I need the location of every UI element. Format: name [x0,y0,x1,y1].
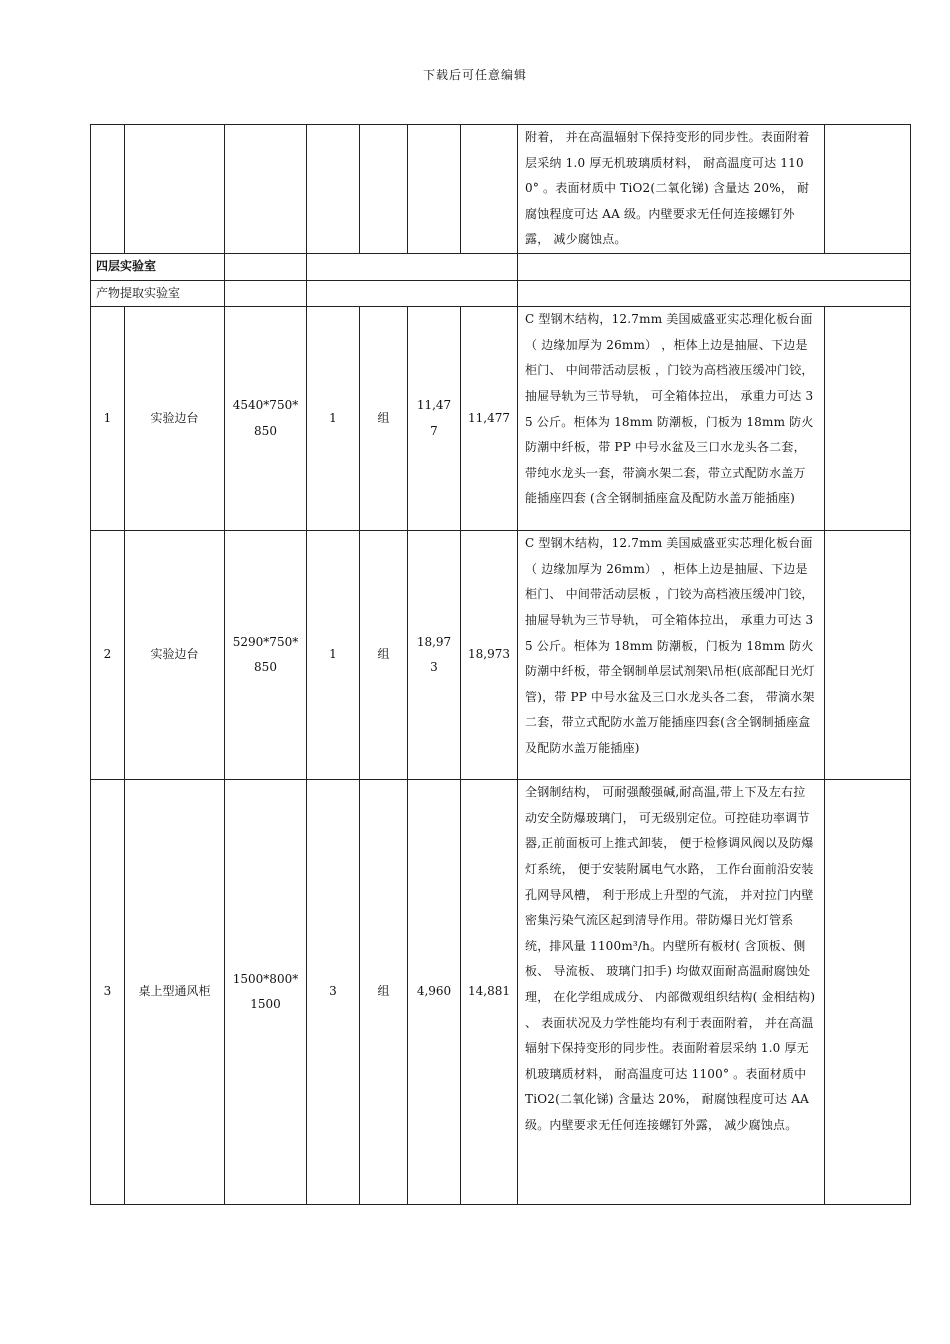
total-cell [461,307,518,531]
unit-cell: 组 [360,307,408,531]
qty-cell: 3 [307,780,360,1205]
index-cell: 2 [91,531,125,780]
qty-cell [307,125,360,254]
unit-price-cell [408,307,461,531]
subsection-row [91,280,911,307]
index-cell [91,125,125,254]
unit-cell [360,125,408,254]
total-cell [461,125,518,254]
unit-price-text: 11,477 [416,398,452,438]
spec-cell [225,125,307,254]
total-cell [461,780,518,1205]
table-row [91,307,911,531]
merged-cell [518,280,911,307]
subsection-title: 产物提取实验室 [91,280,225,307]
section-row [91,253,911,280]
total-text: 11,477 [468,410,510,425]
remark-cell [825,307,911,531]
description-cell: C 型钢木结构，12.7mm 美国威盛亚实芯理化板台面（ 边缘加厚为 26mm） ，柜体上边是抽屉、下边是柜门、 中间带活动层板 ，门铰为高档液压缓冲门铰， 抽屉导轨为三节导轨， 可全箱体拉出， 承重力可达 35 公斤。柜体为 18mm 防潮板，门板为 18mm 防火防潮中纤板，带全钢制单层试剂架\吊柜(底部配日光灯管)，带 PP 中号水盆及三口水龙头各二套， 带滴水架二套，带立式配防水盖万能插座四套(含全钢制插座盒及配防水盖万能插座) [518,531,825,780]
total-text: 14,881 [468,984,510,999]
table-row [91,531,911,780]
name-cell: 实验边台 [125,531,225,780]
total-cell [461,531,518,780]
name-cell [125,780,225,1205]
spec-cell [225,280,307,307]
unit-price-cell: 4,960 [408,780,461,1205]
name-cell: 实验边台 [125,307,225,531]
merged-cell [518,253,911,280]
merged-cell [307,280,518,307]
merged-cell [307,253,518,280]
unit-price-cell [408,531,461,780]
spec-cell [225,780,307,1205]
remark-cell [825,531,911,780]
section-title: 四层实验室 [91,253,225,280]
spec-cell [225,307,307,531]
equipment-spec-table [90,124,911,1205]
remark-cell [825,125,911,254]
table-row [91,780,911,1205]
spec-cell [225,531,307,780]
unit-price-text: 18,973 [416,634,452,675]
index-cell: 1 [91,307,125,531]
spec-text: 4540*750*850 [232,398,299,438]
remark-cell [825,780,911,1205]
spec-text: 1500*800*1500 [232,971,299,1012]
spec-cell [225,253,307,280]
total-text: 18,973 [468,647,510,662]
unit-cell: 组 [360,531,408,780]
index-cell: 3 [91,780,125,1205]
name-cell [125,125,225,254]
spec-text: 5290*750*850 [232,634,299,675]
page-header: 下载后可任意编辑 [422,68,527,82]
name-text: 桌上型通风柜 [138,984,211,999]
description-cell: 附着， 并在高温辐射下保持变形的同步性。表面附着层采纳 1.0 厚无机玻璃质材料， 耐高温度可达 1100° 。表面材质中 TiO2(二氧化锑) 含量达 20%， 耐腐蚀程度可达 AA 级。内壁要求无任何连接螺钉外露， 减少腐蚀点。 [518,125,825,254]
unit-cell: 组 [360,780,408,1205]
unit-price-cell [408,125,461,254]
qty-cell: 1 [307,531,360,780]
description-cell: C 型钢木结构，12.7mm 美国威盛亚实芯理化板台面（ 边缘加厚为 26mm） ，柜体上边是抽屉、下边是柜门、 中间带活动层板 ，门铰为高档液压缓冲门铰， 抽屉导轨为三节导轨， 可全箱体拉出， 承重力可达 35 公斤。柜体为 18mm 防潮板，门板为 18mm 防火防潮中纤板，带 PP 中号水盆及三口水龙头各二套， 带纯水龙头一套，带滴水架二套，带立式配防水盖万能插座四套 (含全钢制插座盒及配防水盖万能插座) [518,307,825,531]
continuation-row [91,125,911,254]
qty-cell: 1 [307,307,360,531]
description-cell: 全钢制结构， 可耐强酸强碱,耐高温,带上下及左右拉动安全防爆玻璃门， 可无级别定位。可控硅功率调节器,正前面板可上推式卸装， 便于检修调风阀以及防爆灯系统， 便于安装附属电气水路， 工作台面前沿安装孔网导风槽， 利于形成上升型的气流， 并对拉门内壁密集污染气流区起到清导作用。带防爆日光灯管系统，排风量 1100m³/h。内壁所有板材( 含顶板、侧板、 导流板、 玻璃门扣手) 均做双面耐高温耐腐蚀处理， 在化学组成成分、 内部微观组织结构( 金相结构) 、 表面状况及力学性能均有利于表面附着， 并在高温辐射下保持变形的同步性。表面附着层采纳 1.0 厚无机玻璃质材料， 耐高温度可达 1100° 。表面材质中 TiO2(二氧化锑) 含量达 20%， 耐腐蚀程度可达 AA 级。内壁要求无任何连接螺钉外露， 减少腐蚀点。 [518,780,825,1205]
